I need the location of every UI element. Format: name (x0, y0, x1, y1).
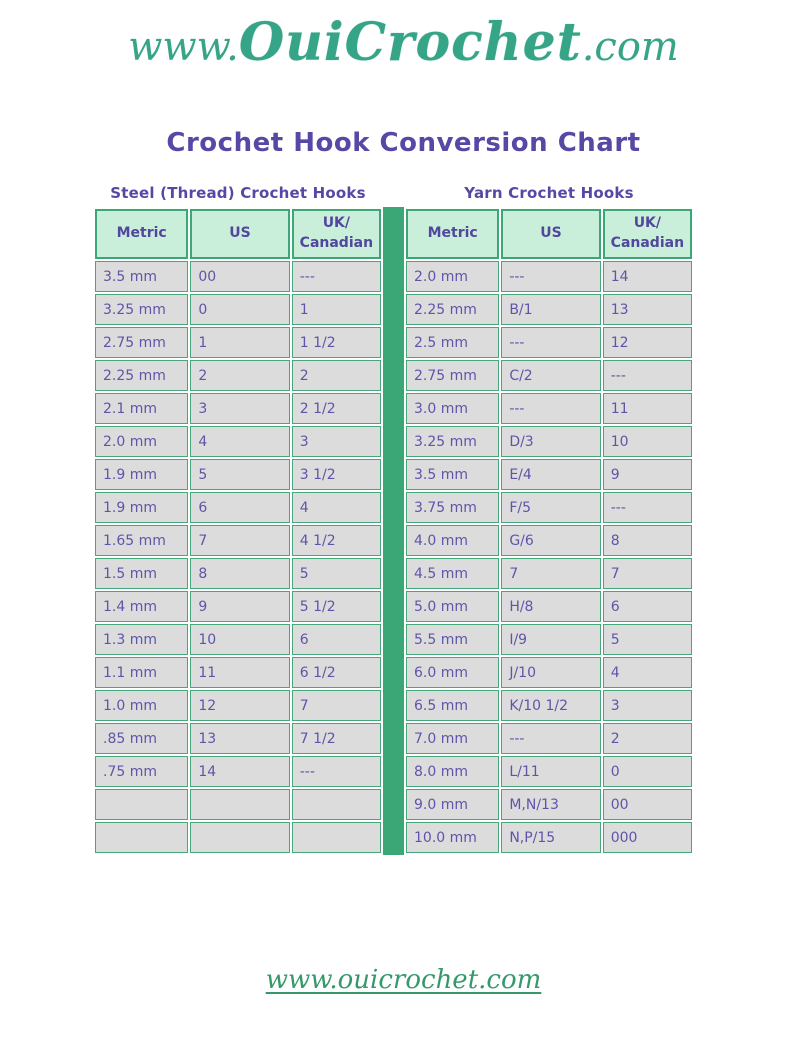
table-cell: --- (501, 393, 600, 424)
table-cell: 3.5 mm (406, 459, 499, 490)
table-cell: 3.0 mm (406, 393, 499, 424)
table-cell: 0 (603, 756, 692, 787)
table-cell: 8.0 mm (406, 756, 499, 787)
table-cell: 10 (603, 426, 692, 457)
table-cell: L/11 (501, 756, 600, 787)
table-cell: B/1 (501, 294, 600, 325)
table-cell: F/5 (501, 492, 600, 523)
table-cell: 5 (603, 624, 692, 655)
table-row (95, 525, 381, 556)
table-row (95, 558, 381, 589)
table-cell (292, 822, 381, 853)
table-cell: I/9 (501, 624, 600, 655)
yarn-hooks-table (404, 207, 694, 855)
table-cell: G/6 (501, 525, 600, 556)
table-cell: 5.5 mm (406, 624, 499, 655)
table-cell: 4 (190, 426, 289, 457)
table-cell: 9 (190, 591, 289, 622)
table-cell: 7.0 mm (406, 723, 499, 754)
table-cell: 2.75 mm (95, 327, 188, 358)
table-cell: 11 (603, 393, 692, 424)
table-cell (190, 789, 289, 820)
table-cell: J/10 (501, 657, 600, 688)
table-cell: 4 (603, 657, 692, 688)
yarn-header-uk-line2: Canadian (610, 235, 685, 251)
table-cell: H/8 (501, 591, 600, 622)
table-row (406, 723, 692, 754)
page-title: Crochet Hook Conversion Chart (166, 128, 641, 158)
table-cell: 00 (190, 261, 289, 292)
table-row (406, 822, 692, 853)
table-row (95, 459, 381, 490)
table-cell: 7 (190, 525, 289, 556)
table-row (95, 426, 381, 457)
steel-hooks-table (93, 207, 383, 855)
table-cell: 10 (190, 624, 289, 655)
table-row (95, 723, 381, 754)
table-cell: --- (603, 360, 692, 391)
table-cell: --- (501, 261, 600, 292)
table-cell: 2.1 mm (95, 393, 188, 424)
table-row (95, 327, 381, 358)
table-cell: 5 (292, 558, 381, 589)
table-cell (292, 789, 381, 820)
table-row (406, 690, 692, 721)
table-cell: 2.5 mm (406, 327, 499, 358)
table-cell: 1.9 mm (95, 492, 188, 523)
table-cell: 1.3 mm (95, 624, 188, 655)
table-cell: 1.0 mm (95, 690, 188, 721)
table-row (406, 360, 692, 391)
logo-suffix: .com (581, 24, 679, 70)
table-row (95, 690, 381, 721)
table-cell: 14 (603, 261, 692, 292)
table-cell: --- (292, 756, 381, 787)
table-row (406, 657, 692, 688)
table-cell: 6 (603, 591, 692, 622)
steel-header-us: US (190, 209, 289, 259)
table-cell: 2 (190, 360, 289, 391)
table-cell: 8 (603, 525, 692, 556)
table-cell: 3.25 mm (406, 426, 499, 457)
table-cell: 2.0 mm (95, 426, 188, 457)
table-row (406, 624, 692, 655)
site-logo (0, 0, 807, 82)
table-cell: 6 (190, 492, 289, 523)
yarn-header-row (406, 209, 692, 259)
table-cell: --- (501, 723, 600, 754)
table-cell: 1.65 mm (95, 525, 188, 556)
yarn-table-body (406, 261, 692, 853)
yarn-header-uk-canadian (603, 209, 692, 259)
table-cell: --- (501, 327, 600, 358)
table-cell: 2.0 mm (406, 261, 499, 292)
table-cell: 1.4 mm (95, 591, 188, 622)
table-cell: 3.75 mm (406, 492, 499, 523)
table-cell: 5.0 mm (406, 591, 499, 622)
table-cell: 1 (292, 294, 381, 325)
yarn-header-us: US (501, 209, 600, 259)
table-cell: 2 (603, 723, 692, 754)
table-row (95, 789, 381, 820)
table-cell: 5 (190, 459, 289, 490)
table-row (95, 657, 381, 688)
table-cell: 7 (603, 558, 692, 589)
table-row (406, 492, 692, 523)
table-cell: C/2 (501, 360, 600, 391)
steel-table-body (95, 261, 381, 853)
table-cell: --- (292, 261, 381, 292)
steel-header-uk-line1: UK/ (322, 215, 351, 232)
table-cell: --- (603, 492, 692, 523)
table-cell: 10.0 mm (406, 822, 499, 853)
table-row (406, 525, 692, 556)
conversion-chart (93, 184, 694, 855)
table-divider (383, 207, 404, 855)
table-cell: 7 (501, 558, 600, 589)
table-cell: 0 (190, 294, 289, 325)
table-row (406, 327, 692, 358)
table-captions (93, 184, 694, 202)
table-cell: 6.0 mm (406, 657, 499, 688)
table-cell: 4 (292, 492, 381, 523)
table-cell: 3 (190, 393, 289, 424)
table-cell: 2 1/2 (292, 393, 381, 424)
table-cell: 11 (190, 657, 289, 688)
steel-table-caption: Steel (Thread) Crochet Hooks (110, 184, 366, 202)
table-cell: 000 (603, 822, 692, 853)
table-row (95, 261, 381, 292)
table-cell: 3 1/2 (292, 459, 381, 490)
table-cell: 1.1 mm (95, 657, 188, 688)
table-row (95, 492, 381, 523)
table-cell: 1.9 mm (95, 459, 188, 490)
table-cell: D/3 (501, 426, 600, 457)
table-cell: .75 mm (95, 756, 188, 787)
table-cell: 7 1/2 (292, 723, 381, 754)
table-cell: 4.5 mm (406, 558, 499, 589)
table-cell: K/10 1/2 (501, 690, 600, 721)
table-cell: 3.25 mm (95, 294, 188, 325)
table-cell: N,P/15 (501, 822, 600, 853)
logo-brand: OuiCrochet (238, 12, 582, 73)
table-row (95, 756, 381, 787)
table-cell (95, 789, 188, 820)
table-cell: 2.25 mm (406, 294, 499, 325)
table-row (95, 294, 381, 325)
table-cell: 1.5 mm (95, 558, 188, 589)
table-cell: 6 1/2 (292, 657, 381, 688)
table-cell: 6.5 mm (406, 690, 499, 721)
table-cell: 12 (603, 327, 692, 358)
table-row (95, 393, 381, 424)
table-cell: 3 (603, 690, 692, 721)
table-cell: M,N/13 (501, 789, 600, 820)
table-cell: 13 (603, 294, 692, 325)
steel-header-row (95, 209, 381, 259)
table-cell: 00 (603, 789, 692, 820)
table-cell: E/4 (501, 459, 600, 490)
table-cell: 2.25 mm (95, 360, 188, 391)
table-cell (95, 822, 188, 853)
table-row (95, 624, 381, 655)
table-row (406, 789, 692, 820)
table-row (95, 822, 381, 853)
table-row (406, 294, 692, 325)
footer (0, 965, 807, 995)
table-cell: 9.0 mm (406, 789, 499, 820)
table-cell: 9 (603, 459, 692, 490)
table-row (95, 591, 381, 622)
table-row (95, 360, 381, 391)
yarn-table-caption: Yarn Crochet Hooks (464, 184, 634, 202)
table-cell: 4 1/2 (292, 525, 381, 556)
table-cell: 12 (190, 690, 289, 721)
table-cell: 6 (292, 624, 381, 655)
table-cell: 8 (190, 558, 289, 589)
table-cell: 2.75 mm (406, 360, 499, 391)
table-row (406, 459, 692, 490)
tables-row (93, 207, 694, 855)
footer-link[interactable]: www.ouicrochet.com (265, 965, 542, 995)
table-cell: 3.5 mm (95, 261, 188, 292)
table-row (406, 426, 692, 457)
table-cell: 4.0 mm (406, 525, 499, 556)
yarn-header-uk-line1: UK/ (633, 215, 662, 232)
table-cell: 2 (292, 360, 381, 391)
steel-header-uk-canadian (292, 209, 381, 259)
steel-header-metric: Metric (95, 209, 188, 259)
table-cell: 1 1/2 (292, 327, 381, 358)
table-row (406, 591, 692, 622)
table-cell: 7 (292, 690, 381, 721)
table-cell: 1 (190, 327, 289, 358)
table-cell: 3 (292, 426, 381, 457)
table-cell: 14 (190, 756, 289, 787)
yarn-header-metric: Metric (406, 209, 499, 259)
table-row (406, 393, 692, 424)
table-cell: 5 1/2 (292, 591, 381, 622)
table-row (406, 756, 692, 787)
steel-header-uk-line2: Canadian (299, 235, 374, 251)
logo-prefix: www. (128, 24, 239, 70)
table-row (406, 261, 692, 292)
table-cell: 13 (190, 723, 289, 754)
table-row (406, 558, 692, 589)
table-cell (190, 822, 289, 853)
caption-gap (383, 184, 404, 202)
table-cell: .85 mm (95, 723, 188, 754)
